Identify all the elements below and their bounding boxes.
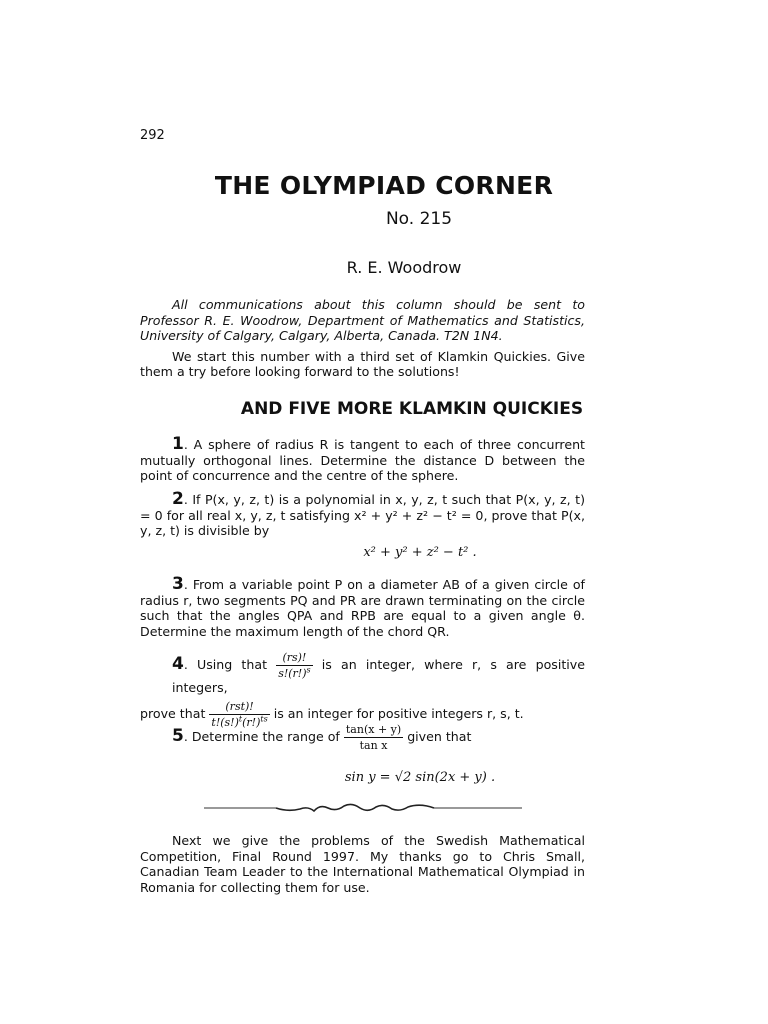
problem-4-text-d: is an integer for positive integers r, s, t.: [273, 705, 524, 721]
problem-2-display-equation: x² + y² + z² − t² .: [363, 545, 477, 560]
fraction-numerator: tan(x + y): [345, 723, 402, 736]
problem-2: [140, 489, 585, 539]
problem-3-text: [140, 574, 585, 639]
section-heading: AND FIVE MORE KLAMKIN QUICKIES: [240, 399, 584, 419]
fraction-numerator: (rs)!: [276, 651, 312, 666]
problem-number: 4: [172, 654, 184, 674]
page-title: THE OLYMPIAD CORNER: [214, 171, 554, 200]
closing-paragraph: Next we give the problems of the Swedish Mathematical Competition, Final Round 1997. My thanks go to Chris Small, Canadian Team Leader to the International Mathematical Olympiad in Romania for collecting them for use.: [140, 833, 585, 895]
problem-4-text-a: . Using that: [183, 657, 268, 672]
problem-3: [140, 574, 585, 639]
problem-4: [140, 651, 585, 729]
problem-number: 2: [172, 489, 184, 509]
problem-2-body: . If P(x, y, z, t) is a polynomial in x, y, z, t such that P(x, y, z, t) = 0 for all real x, y, z, t satisfying x² + y² + z² − t² = 0, prove that P(x, y, z, t) is divisible by: [140, 492, 585, 539]
ornament-divider: [204, 800, 522, 816]
problem-number: 3: [172, 574, 184, 594]
problem-5-text-b: given that: [407, 729, 472, 744]
fraction-denominator: tan x: [359, 739, 388, 752]
intro-paragraph: We start this number with a third set of Klamkin Quickies. Give them a try before looking forward to the solutions!: [140, 348, 585, 380]
problem-5-display-equation: sin y = √2 sin(2x + y) .: [344, 770, 496, 785]
problem-number: 5: [172, 726, 184, 746]
problem-1: [140, 434, 585, 484]
problem-2-text: [140, 489, 585, 539]
fraction-numerator: (rst)!: [209, 700, 269, 715]
fraction-denominator: $t!(s!)^t(r!)^{ts}$: [211, 713, 268, 729]
intro-section: [140, 297, 585, 380]
problem-5: [140, 723, 585, 752]
problem-number: 1: [172, 434, 184, 454]
contact-paragraph: All communications about this column should be sent to Professor R. E. Woodrow, Department of Mathematics and Statistics, University of Calgary, Calgary, Alberta, Canada. T2N 1N4.: [140, 297, 585, 344]
problem-3-body: . From a variable point P on a diameter AB of a given circle of radius r, two segments PQ and PR are drawn terminating on the circle such that the angles QPA and RPB are equal to a given angle θ. Determine the maximum length of the chord QR.: [140, 577, 585, 639]
problem-5-text-a: . Determine the range of: [183, 729, 340, 744]
problem-4-text-c: prove that: [140, 705, 206, 721]
problem-1-text: [140, 434, 585, 484]
problem-5-line-1: [140, 723, 585, 752]
fraction-rs-factorial: [276, 651, 312, 680]
closing-section: [140, 833, 585, 895]
fraction-tan: [344, 723, 403, 752]
problem-1-body: . A sphere of radius R is tangent to each of three concurrent mutually orthogonal lines. Determine the distance D between the point of concurrence and the centre of the sphere.: [140, 437, 585, 484]
problem-4-text-b: is an integer, where r, s are positive integers,: [172, 657, 585, 695]
author-name: R. E. Woodrow: [346, 258, 462, 277]
fraction-denominator: $s!(r!)^s$: [278, 665, 311, 680]
page-number: 292: [140, 128, 165, 143]
issue-number: No. 215: [385, 209, 453, 229]
problem-4-line-1: [140, 651, 585, 696]
